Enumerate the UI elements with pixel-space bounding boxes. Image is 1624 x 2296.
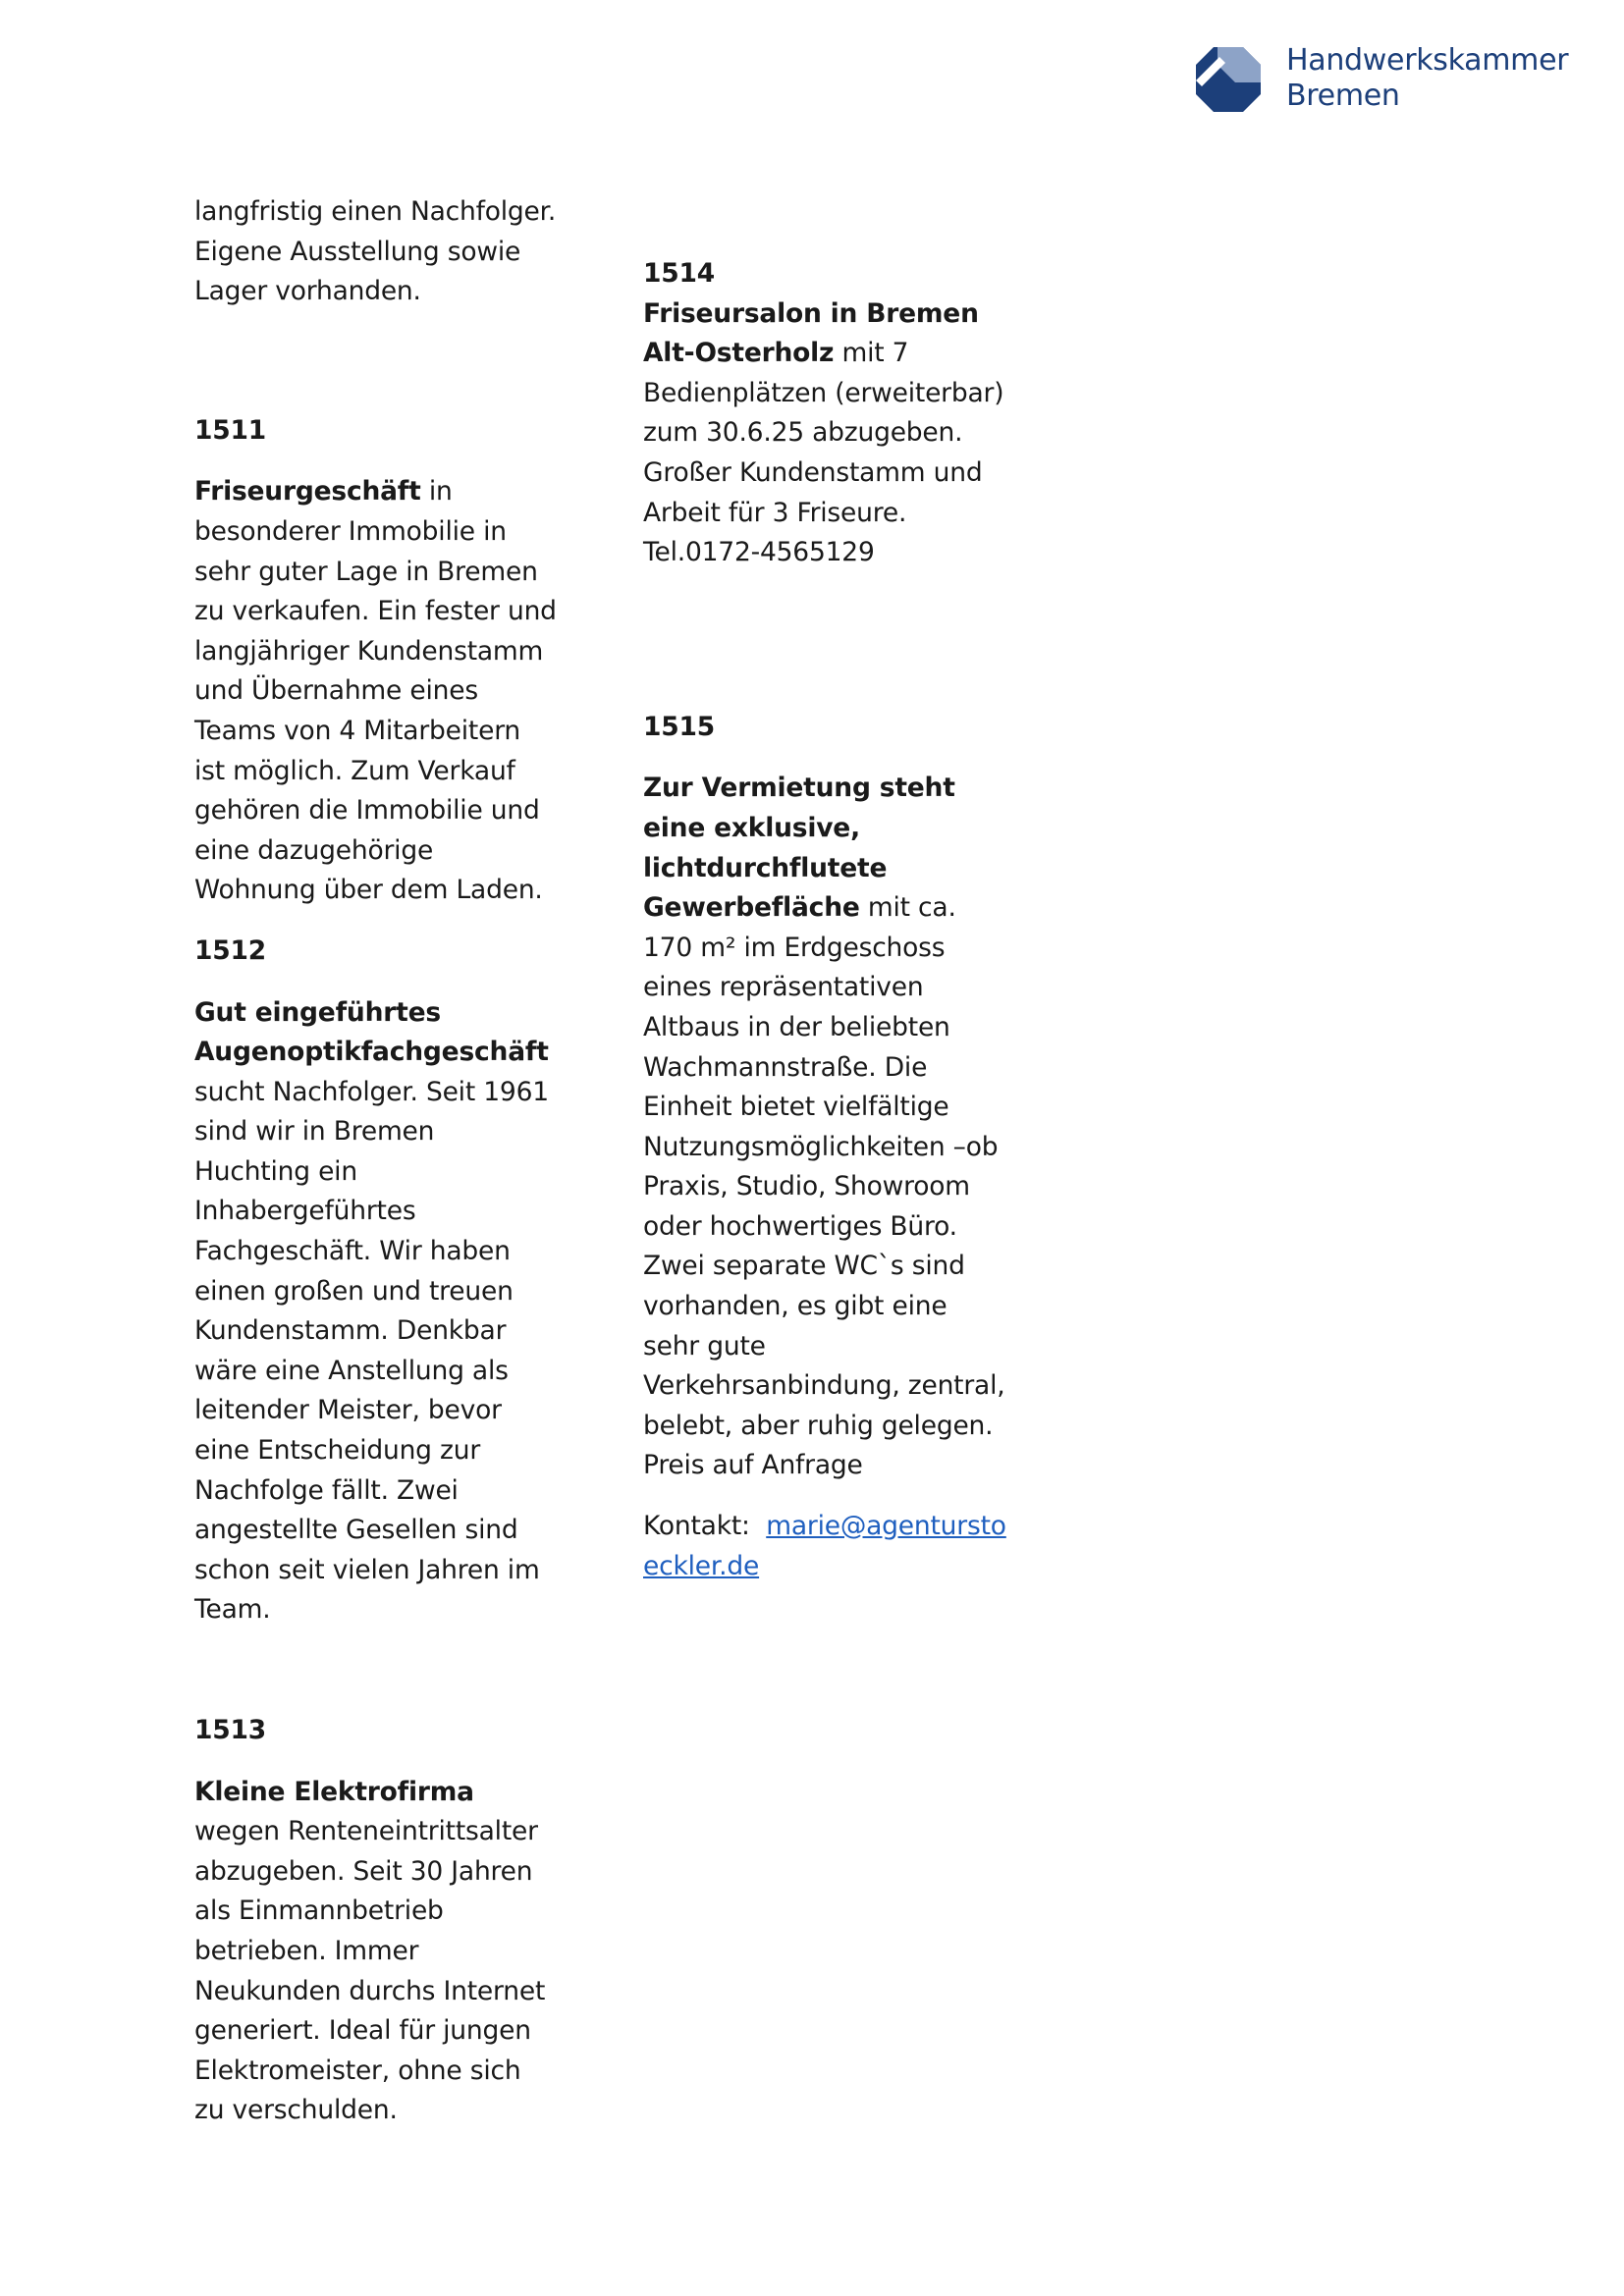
listing-title: Friseurgeschäft xyxy=(194,476,421,507)
logo-line-1: Handwerkskammer xyxy=(1286,43,1569,78)
listing-body xyxy=(194,1773,558,2131)
listing-description: wegen Renteneintrittsalter abzugeben. Seit 30 Jahren als Einmannbetrieb betrieben. Immer Neukunden durchs Internet generiert. Ideal für jungen Elektromeister, ohne sich zu verschulden. xyxy=(194,1816,546,2126)
listing-description: mit ca. 170 m² im Erdgeschoss eines repräsentativen Altbaus in der beliebten Wachmannstraße. Die Einheit bietet vielfältige Nutzungsmöglichkeiten –ob Praxis, Studio, Showroom oder hochwertiges Büro. Zwei separate WC`s sind vorhanden, es gibt eine sehr gute Verkehrsanbindung, zentral, belebt, aber ruhig gelegen. Preis auf Anfrage xyxy=(643,892,1005,1481)
continuation-text: langfristig einen Nachfolger. Eigene Ausstellung sowie Lager vorhanden. xyxy=(194,196,557,307)
listing-id: 1515 xyxy=(643,711,715,742)
listing-title: Gut eingeführtes Augenoptikfachgeschäft xyxy=(194,996,549,1068)
listing-description: sucht Nachfolger. Seit 1961 sind wir in Bremen Huchting ein Inhabergeführtes Fachgeschäft. Wir haben einen großen und treuen Kundenstamm. Denkbar wäre eine Anstellung als leitender Meister, bevor eine Entscheidung zur Nachfolge fällt. Zwei angestellte Gesellen sind schon seit vielen Jahren im Team. xyxy=(194,1076,549,1626)
listing-title: Zur Vermietung steht eine exklusive, lichtdurchflutete Gewerbefläche xyxy=(643,773,955,924)
listing-description: mit 7 Bedienplätzen (erweiterbar) zum 30.6.25 abzugeben. Großer Kundenstamm und Arbeit für 3 Friseure. Tel.0172-4565129 xyxy=(643,338,1004,568)
listing-1515 xyxy=(643,708,1006,1586)
listing-body xyxy=(194,993,558,1631)
left-column xyxy=(194,192,558,2131)
logo-mark-icon xyxy=(1196,47,1261,112)
listing-id: 1512 xyxy=(194,934,266,966)
listing-title: Friseursalon in Bremen Alt-Osterholz xyxy=(643,297,979,369)
listing-1513 xyxy=(194,1711,558,2131)
listing-body xyxy=(643,294,1006,573)
contact-label: Kontakt: xyxy=(643,1511,750,1542)
listing-id: 1513 xyxy=(194,1715,266,1745)
listing-description: in besonderer Immobilie in sehr guter Lage in Bremen zu verkaufen. Ein fester und langjähriger Kundenstamm und Übernahme eines Teams von 4 Mitarbeitern ist möglich. Zum Verkauf gehören die Immobilie und eine dazugehörige Wohnung über dem Laden. xyxy=(194,476,557,906)
listing-title: Kleine Elektrofirma xyxy=(194,1776,474,1807)
contact-line xyxy=(643,1507,1006,1586)
listing-1511 xyxy=(194,411,558,911)
listing-body xyxy=(643,769,1006,1486)
contact-email-link[interactable]: marie@agenturstoeckler.de xyxy=(643,1511,1006,1581)
right-column xyxy=(643,254,1006,1586)
listing-body xyxy=(194,472,558,911)
logo-line-2: Bremen xyxy=(1286,79,1400,113)
listing-1514 xyxy=(643,254,1006,573)
logo-wordmark xyxy=(1286,43,1568,114)
listing-id: 1514 xyxy=(643,258,715,289)
listing-id: 1511 xyxy=(194,414,266,446)
handwerkskammer-logo xyxy=(1196,43,1589,122)
listing-1512 xyxy=(194,932,558,1630)
